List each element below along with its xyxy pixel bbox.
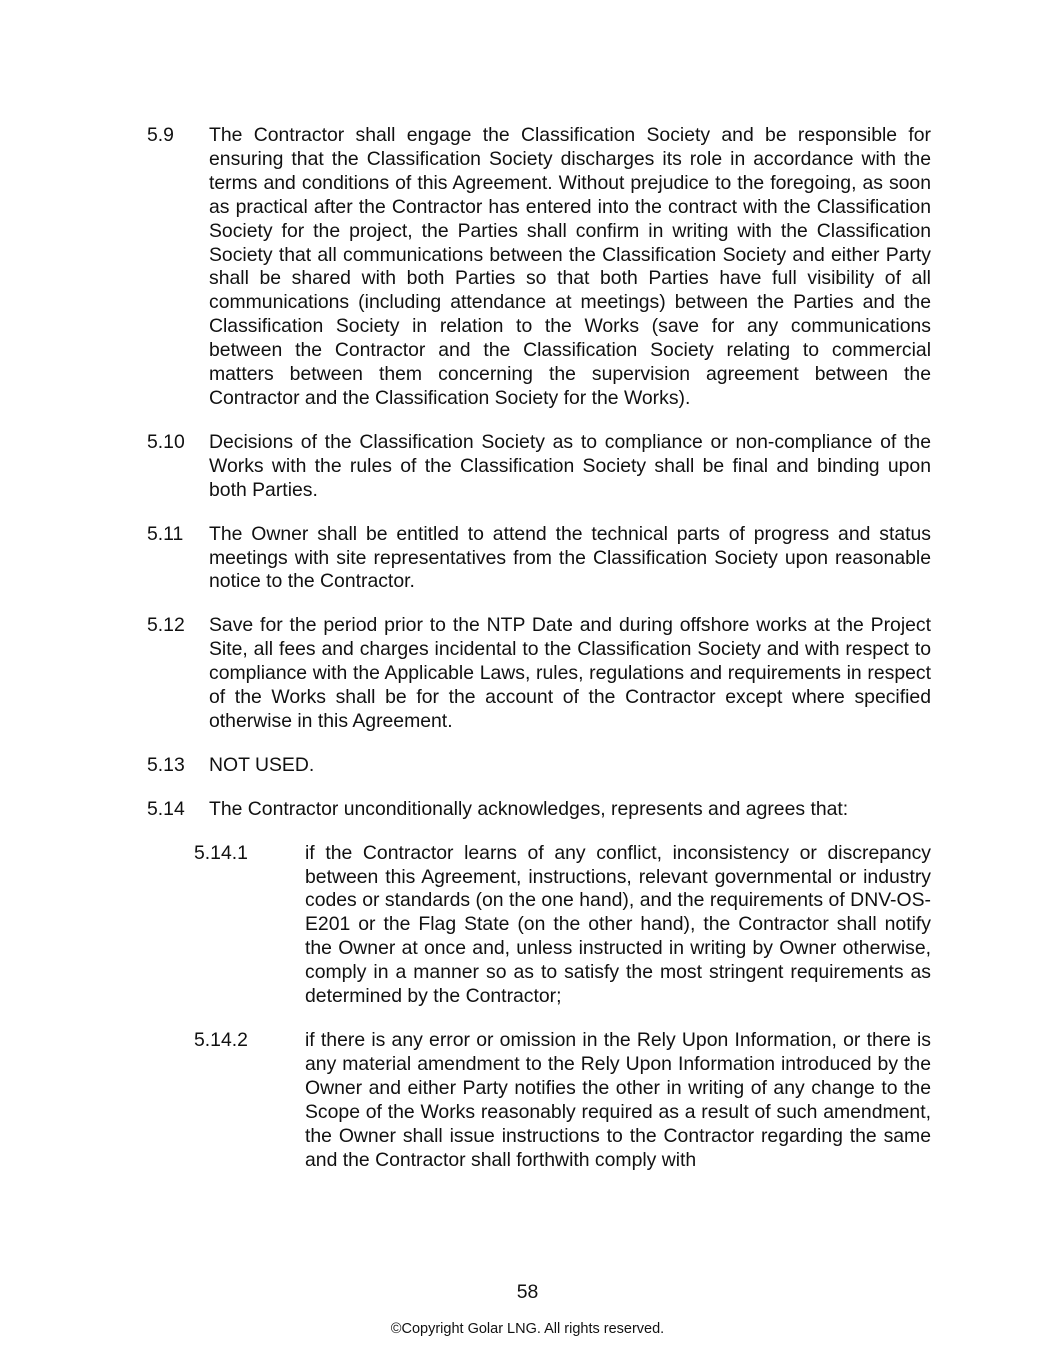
clause-text: The Owner shall be entitled to attend the technical parts of progress and status meetings with site representatives from the Classification Society upon reasonable notice to the Contractor. — [209, 522, 931, 593]
subclause-number: 5.14.1 — [194, 841, 248, 864]
clause-number: 5.11 — [147, 522, 184, 545]
clause-text: Save for the period prior to the NTP Date and during offshore works at the Project Site, all fees and charges incidental to the Classification Society and with respect to compliance with the Applicable Laws, rules, regulations and requirements in respect of the Works shall be for the account of the Contractor except where specified otherwise in this Agreement. — [209, 614, 931, 732]
clause-5-11 — [147, 523, 931, 595]
clause-number: 5.10 — [147, 430, 185, 453]
clause-text: Decisions of the Classification Society as to compliance or non-compliance of the Works with the rules of the Classification Society shall be final and binding upon both Parties. — [209, 430, 931, 501]
clause-number: 5.12 — [147, 614, 185, 637]
clause-number: 5.14 — [147, 797, 185, 820]
clause-number: 5.13 — [147, 753, 185, 776]
subclause-text: if there is any error or omission in the Rely Upon Information, or there is any material amendment to the Rely Upon Information introduced by the Owner and either Party notifies the other in writing of any change to the Scope of the Works reasonably required as a result of such amendment, the Owner shall issue instructions to the Contractor regarding the same and the Contractor shall forthwith comply with — [305, 1029, 931, 1171]
clause-list — [147, 124, 931, 1192]
subclause-5-14-1 — [194, 842, 931, 1009]
clause-5-13 — [147, 754, 931, 778]
clause-text: NOT USED. — [209, 753, 315, 776]
clause-5-12 — [147, 614, 931, 734]
subclause-text: if the Contractor learns of any conflict, inconsistency or discrepancy between this Agreement, instructions, relevant governmental or industry codes or standards (on the one hand), and the requirements of DNV-OS-E201 or the Flag State (on the other hand), the Contractor shall notify the Owner at once and, unless instructed in writing by Owner otherwise, comply in a manner so as to satisfy the most stringent requirements as determined by the Contractor; — [305, 841, 931, 1008]
copyright-notice: ©Copyright Golar LNG. All rights reserved. — [390, 1321, 665, 1337]
clause-5-10 — [147, 431, 931, 503]
clause-5-14 — [147, 798, 931, 822]
clause-number: 5.9 — [147, 124, 174, 146]
clause-text: The Contractor shall engage the Classification Society and be responsible for ensuring that the Classification Society discharges its role in accordance with the terms and conditions of this Agreement. Without prejudice to the foregoing, as soon as practical after the Contractor has entered into the contract with the Classification Society for the project, the Parties shall confirm in writing with the Classification Society that all communications between the Classification Society and either Party shall be shared with both Parties so that both Parties have full visibility of all communications (including attendance at meetings) between the Parties and the Classification Society in relation to the Works (save for any communications between the Contractor and the Classification Society relating to commercial matters between them concerning the supervision agreement between the Contractor and the Classification Society for the Works). — [209, 124, 931, 409]
subclause-5-14-2 — [194, 1029, 931, 1172]
clause-text: The Contractor unconditionally acknowledges, represents and agrees that: — [209, 797, 849, 820]
page-number: 58 — [516, 1281, 539, 1303]
clause-5-9 — [147, 124, 931, 411]
subclause-number: 5.14.2 — [194, 1029, 248, 1051]
